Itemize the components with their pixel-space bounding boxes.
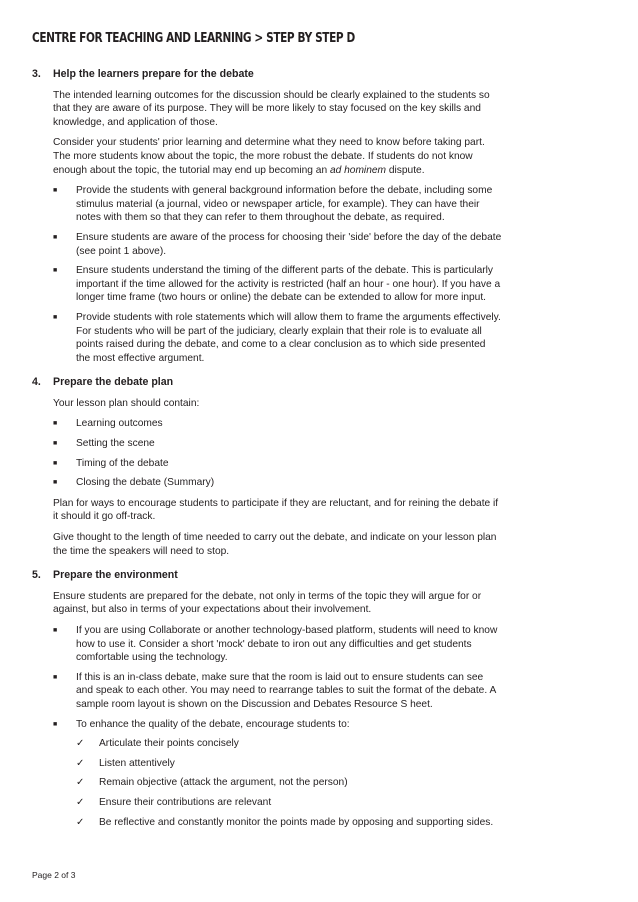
list-item-text: Timing of the debate bbox=[76, 457, 169, 469]
paragraph-text: dispute. bbox=[386, 164, 425, 176]
list-item-text: If this is an in-class debate, make sure that the room is laid out to ensure students can see and speak to each other. You may need to rearrange tables to suit the format of the debate. A sample room layout is shown on the Discussion and Debates Resource S heet. bbox=[76, 671, 496, 710]
list-item-text: Setting the scene bbox=[76, 438, 155, 450]
list-item-text: Provide students with role statements which will allow them to frame the arguments effectively. For students who will be part of the judiciary, clearly explain that their role is to evaluate all points raised during the debate, and come to a clear conclusion as to which side presented the most effective argument. bbox=[76, 311, 501, 364]
list-item bbox=[53, 624, 502, 665]
section-5-heading bbox=[32, 569, 502, 583]
section-3-heading bbox=[32, 68, 502, 82]
square-bullet-icon: ■ bbox=[53, 720, 58, 728]
paragraph: Your lesson plan should contain: bbox=[53, 397, 200, 409]
square-bullet-icon: ■ bbox=[53, 440, 58, 448]
bullet-list bbox=[53, 624, 502, 835]
list-item bbox=[53, 437, 502, 451]
section-number: 5. bbox=[32, 569, 41, 582]
paragraph: Plan for ways to encourage students to participate if they are reluctant, and for reining the debate if it should it go off-track. bbox=[53, 497, 499, 523]
list-item-text: Ensure students are aware of the process for choosing their 'side' before the day of the debate (see point 1 above). bbox=[76, 231, 502, 257]
paragraph bbox=[53, 136, 502, 177]
list-item bbox=[53, 231, 502, 258]
list-item bbox=[53, 184, 502, 225]
checklist-item bbox=[76, 796, 493, 810]
checklist-item bbox=[76, 776, 493, 790]
section-title: Prepare the debate plan bbox=[53, 376, 174, 389]
checklist-item bbox=[76, 737, 493, 751]
paragraph-text: Consider your students' prior learning and determine what they need to know before taking part. The more students know about the topic, the more robust the debate. If students do not know enough about the topic, the tutorial may end up becoming an bbox=[53, 137, 485, 176]
list-item bbox=[53, 417, 502, 431]
square-bullet-icon: ■ bbox=[53, 267, 58, 275]
checkmark-icon: ✓ bbox=[76, 738, 85, 750]
checkmark-icon: ✓ bbox=[76, 816, 85, 828]
list-item bbox=[53, 457, 502, 471]
section-title: Help the learners prepare for the debate bbox=[53, 68, 254, 80]
section-3 bbox=[32, 68, 502, 365]
page-number: Page 2 of 3 bbox=[32, 870, 76, 880]
list-item-text: Ensure students understand the timing of the different parts of the debate. This is particularly important if the time allowed for the activity is restricted (half an hour - one hour). If you have a longer time frame (two hours or online) the debate can be extended to allow for more input. bbox=[76, 265, 501, 304]
square-bullet-icon: ■ bbox=[53, 313, 58, 321]
checklist-item-text: Be reflective and constantly monitor the points made by opposing and supporting sides. bbox=[99, 816, 494, 828]
list-item-text: To enhance the quality of the debate, encourage students to: bbox=[76, 718, 350, 730]
paragraph: The intended learning outcomes for the discussion should be clearly explained to the students so that they are aware of its purpose. They will be more likely to stay focused on the key skills and knowledge, and application of those. bbox=[53, 89, 490, 128]
document-body bbox=[32, 68, 502, 846]
checklist bbox=[76, 737, 493, 829]
list-item bbox=[53, 718, 502, 836]
section-4-heading bbox=[32, 376, 502, 390]
section-4 bbox=[32, 376, 502, 558]
list-item bbox=[53, 476, 502, 490]
square-bullet-icon: ■ bbox=[53, 627, 58, 634]
checklist-item-text: Ensure their contributions are relevant bbox=[99, 796, 272, 808]
checklist-item-text: Remain objective (attack the argument, not the person) bbox=[99, 777, 348, 789]
bullet-list bbox=[53, 184, 502, 365]
section-number: 3. bbox=[32, 68, 41, 80]
checklist-item bbox=[76, 816, 493, 830]
checklist-item-text: Articulate their points concisely bbox=[99, 738, 239, 750]
paragraph: Ensure students are prepared for the debate, not only in terms of the topic they will argue for or against, but also in terms of your expectations about their involvement. bbox=[53, 590, 482, 616]
paragraph: Give thought to the length of time needed to carry out the debate, and indicate on your lesson plan the time the speakers will need to stop. bbox=[53, 532, 497, 557]
list-item-text: Learning outcomes bbox=[76, 418, 163, 430]
checkmark-icon: ✓ bbox=[76, 757, 85, 769]
checklist-item-text: Listen attentively bbox=[99, 757, 175, 769]
square-bullet-icon: ■ bbox=[53, 233, 58, 241]
bullet-list bbox=[53, 417, 502, 489]
square-bullet-icon: ■ bbox=[53, 420, 58, 428]
checkmark-icon: ✓ bbox=[76, 777, 85, 789]
list-item-text: If you are using Collaborate or another technology-based platform, students will need to know how to use it. Consider a short 'mock' debate to iron out any difficulties and get students comfortable using the technology. bbox=[76, 625, 498, 664]
list-item-text: Provide the students with general background information before the debate, including some stimulus material (a journal, video or newspaper article, for example). They can have their notes with them so that they can refer to them throughout the debate, as required. bbox=[76, 185, 493, 224]
section-number: 4. bbox=[32, 376, 41, 389]
square-bullet-icon: ■ bbox=[53, 459, 58, 467]
square-bullet-icon: ■ bbox=[53, 673, 58, 681]
document-header: CENTRE FOR TEACHING AND LEARNING > STEP BY STEP D bbox=[32, 30, 355, 46]
emphasis-text: ad hominem bbox=[329, 164, 387, 176]
list-item bbox=[53, 671, 502, 712]
list-item-text: Closing the debate (Summary) bbox=[76, 477, 215, 489]
list-item bbox=[53, 311, 502, 365]
square-bullet-icon: ■ bbox=[53, 187, 58, 195]
list-item bbox=[53, 264, 502, 305]
square-bullet-icon: ■ bbox=[53, 479, 58, 487]
section-5 bbox=[32, 569, 502, 835]
checklist-item bbox=[76, 757, 493, 771]
section-title: Prepare the environment bbox=[53, 569, 178, 582]
checkmark-icon: ✓ bbox=[76, 796, 85, 808]
